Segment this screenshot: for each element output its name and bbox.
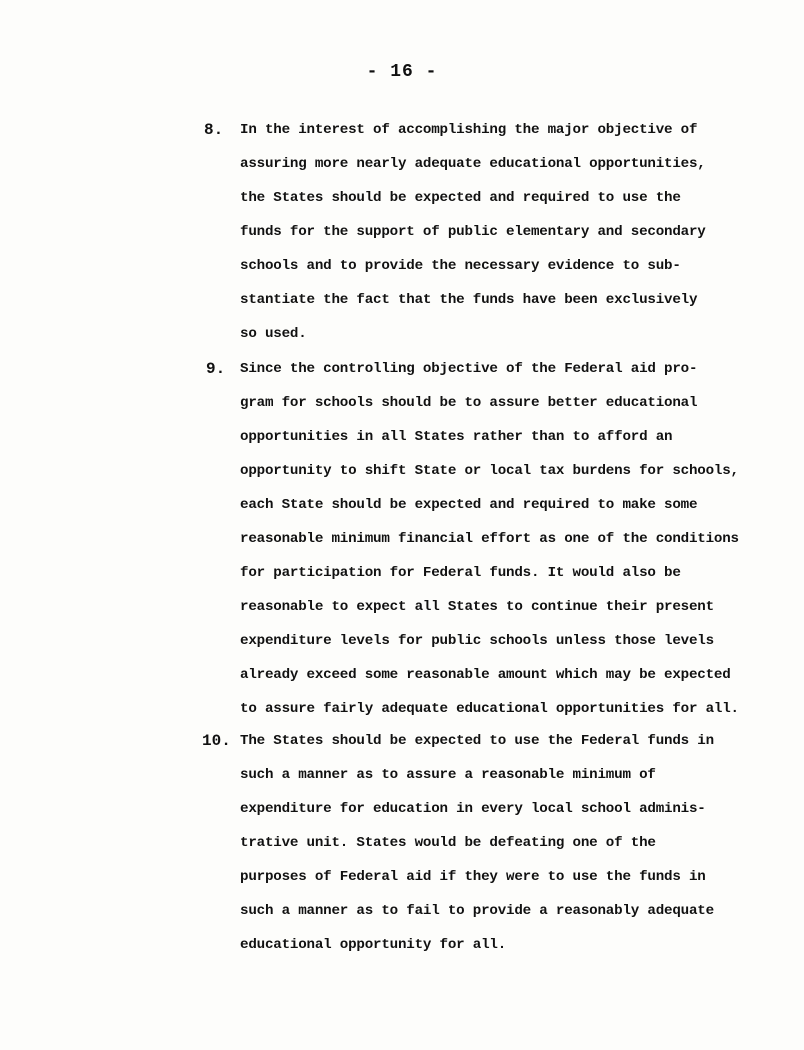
text-line: Since the controlling objective of the Federal aid pro-	[240, 361, 698, 377]
item-text	[240, 113, 770, 351]
text-line: the States should be expected and required to use the	[240, 190, 681, 206]
text-line: each State should be expected and required to make some	[240, 497, 698, 513]
text-line: In the interest of accomplishing the major objective of	[240, 122, 698, 138]
text-line: opportunities in all States rather than to afford an	[240, 429, 673, 445]
text-line: expenditure levels for public schools unless those levels	[240, 633, 714, 649]
text-line: to assure fairly adequate educational opportunities for all.	[240, 701, 739, 717]
text-line: schools and to provide the necessary evidence to sub-	[240, 258, 681, 274]
text-line: opportunity to shift State or local tax burdens for schools,	[240, 463, 739, 479]
text-line: assuring more nearly adequate educational opportunities,	[240, 156, 706, 172]
text-line: such a manner as to assure a reasonable minimum of	[240, 767, 656, 783]
text-line: expenditure for education in every local school adminis-	[240, 801, 706, 817]
item-number: 9.	[206, 360, 226, 378]
text-line: stantiate the fact that the funds have been exclusively	[240, 292, 698, 308]
text-line: trative unit. States would be defeating one of the	[240, 835, 656, 851]
text-line: funds for the support of public elementary and secondary	[240, 224, 706, 240]
text-line: already exceed some reasonable amount which may be expected	[240, 667, 731, 683]
text-line: The States should be expected to use the Federal funds in	[240, 733, 714, 749]
text-line: purposes of Federal aid if they were to use the funds in	[240, 869, 706, 885]
page-number: - 16 -	[366, 62, 438, 82]
item-number: 10.	[202, 732, 231, 750]
text-line: for participation for Federal funds. It would also be	[240, 565, 681, 581]
item-text	[240, 352, 770, 726]
text-line: reasonable to expect all States to continue their present	[240, 599, 714, 615]
text-line: so used.	[240, 326, 307, 342]
text-line: such a manner as to fail to provide a reasonably adequate	[240, 903, 714, 919]
text-line: educational opportunity for all.	[240, 937, 507, 953]
item-number: 8.	[204, 121, 224, 139]
text-line: reasonable minimum financial effort as one of the conditions	[240, 531, 739, 547]
item-text	[240, 724, 770, 962]
text-line: gram for schools should be to assure better educational	[240, 395, 698, 411]
